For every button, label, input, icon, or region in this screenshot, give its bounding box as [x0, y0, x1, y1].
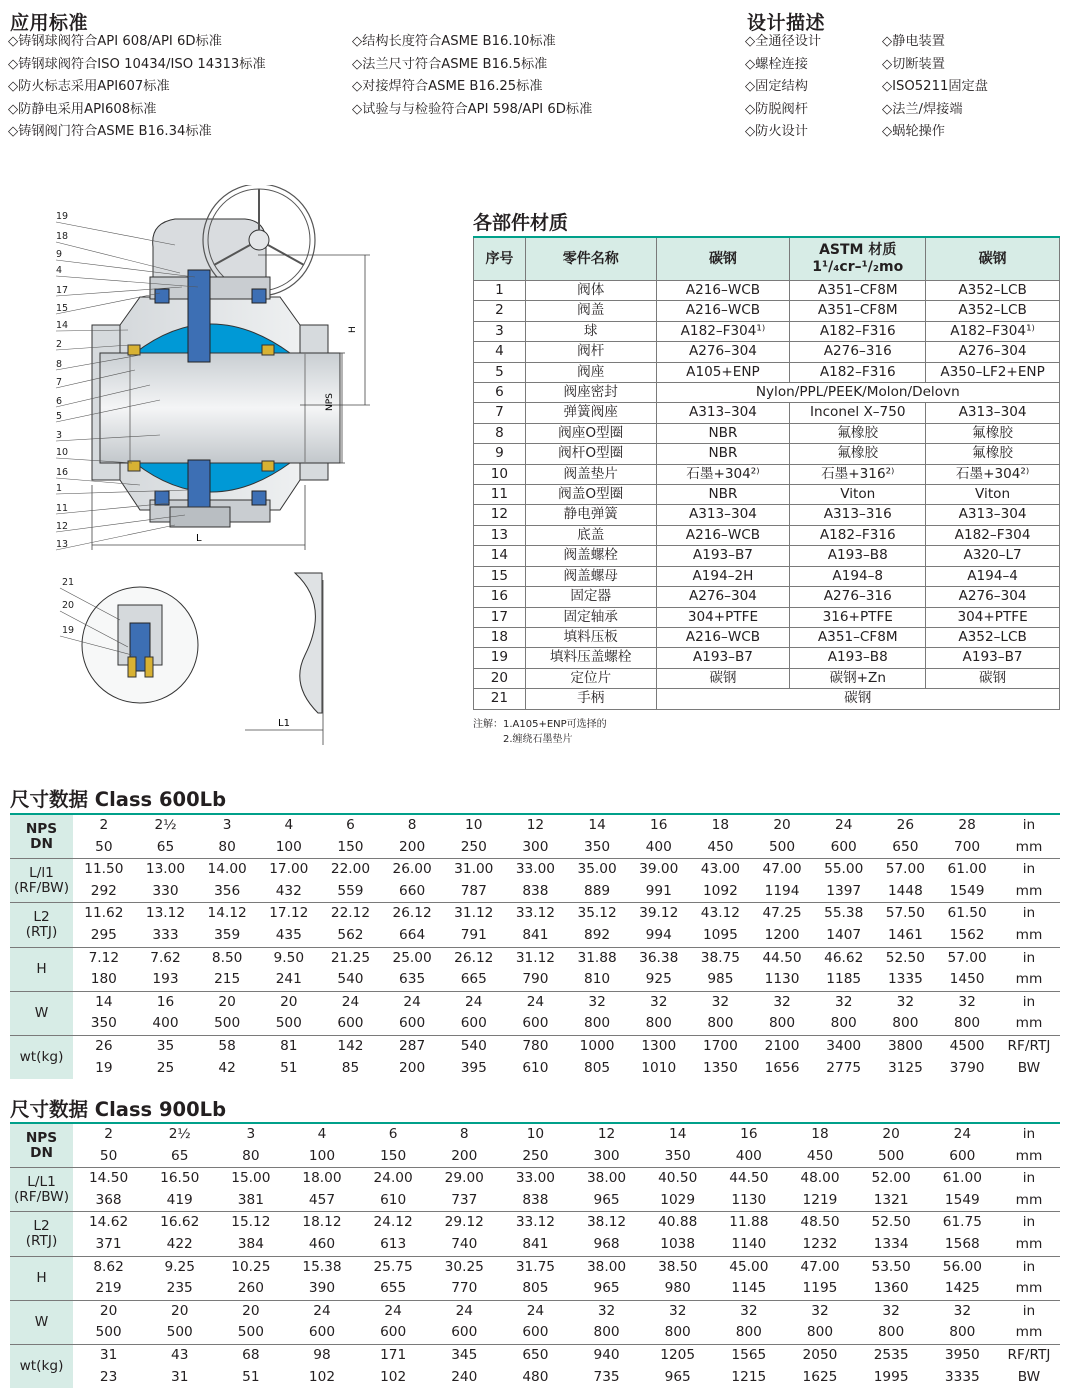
- callout-2: 2: [56, 339, 63, 350]
- callout-10: 10: [56, 447, 69, 458]
- dim-row: L2 (RTJ) 14.62 16.62 15.12 18.12 24.12 29.12 33.12 38.12 40.88 11.88 48.50 52.50 61.75 in: [10, 1212, 1060, 1234]
- dim-row: 295 333 359 435 562 664 791 841 892 994 1095 1200 1407 1461 1562 mm: [90, 926, 1043, 943]
- callout-5: 5: [56, 411, 63, 422]
- dim-row: 50 65 80 100 150 200 250 300 350 400 450 500 600 mm: [99, 1147, 1043, 1164]
- materials-row: 18 填料压板 A216–WCB A351–CF8M A352–LCB: [474, 627, 1060, 647]
- dim-row: 350 400 500 500 600 600 600 600 800 800 800 800 800 800 800 mm: [90, 1015, 1043, 1032]
- materials-row: 16 固定器 A276–304 A276–316 A276–304: [474, 587, 1060, 607]
- dim-row-label: NPS DN: [10, 814, 73, 859]
- dim-row: 219 235 260 390 655 770 805 965 980 1145 1195 1360 1425 mm: [95, 1280, 1043, 1297]
- callout-15: 15: [56, 303, 69, 314]
- dim-row-label: wt(kg): [10, 1035, 73, 1079]
- callout-18: 18: [56, 231, 69, 242]
- materials-heading: 各部件材质: [473, 212, 569, 234]
- materials-notes: 注解：1.A105+ENP可选择的 2.缠绕石墨垫片: [473, 719, 607, 745]
- list-item: ◇防火设计: [745, 124, 808, 139]
- dim-row: L2 (RTJ) 11.62 13.12 14.12 17.12 22.12 26.12 31.12 33.12 35.12 39.12 43.12 47.25 55.38 57.50 61.50 in: [10, 903, 1060, 925]
- callout-13: 13: [56, 539, 69, 550]
- dim-row: H 7.12 7.62 8.50 9.50 21.25 25.00 26.12 31.12 31.88 36.38 38.75 44.50 46.62 52.50 57.00 in: [10, 947, 1060, 969]
- dim-L-label: L: [196, 533, 202, 544]
- valve-section-drawing: [0, 185, 470, 745]
- callout-4: 4: [56, 265, 63, 276]
- dim-row: 23 31 51 102 102 240 480 735 965 1215 1625 1995 3335 BW: [99, 1368, 1041, 1385]
- materials-row: 10 阀盖垫片 石墨+304²⁾ 石墨+316²⁾ 石墨+304²⁾: [474, 464, 1060, 484]
- callout-11: 11: [56, 503, 69, 514]
- materials-row: 4 阀杆 A276–304 A276–316 A276–304: [474, 342, 1060, 362]
- list-item: ◇螺栓连接: [745, 56, 808, 72]
- dim-row: NPS DN 2 2½ 3 4 6 8 10 12 14 16 18 20 24 in: [10, 1123, 1060, 1146]
- detail-view: [82, 573, 322, 713]
- list-item: ◇固定结构: [745, 79, 808, 94]
- materials-row: 20 定位片 碳钢 碳钢+Zn 碳钢: [474, 668, 1060, 688]
- head-carbon-steel-1: 碳钢: [656, 237, 790, 281]
- list-item: ◇对接焊符合ASME B16.25标准: [352, 79, 543, 94]
- dim-L1-label: L1: [278, 718, 290, 729]
- callout-9: 9: [56, 249, 63, 260]
- detail-callout-21: 21: [62, 577, 75, 588]
- dim-row: L/l1 (RF/BW) 11.50 13.00 14.00 17.00 22.00 26.00 31.00 33.00 35.00 39.00 43.00 47.00 55.00 57.00 61.00 in: [10, 859, 1060, 881]
- materials-row: 3 球 A182–F304¹⁾ A182–F316 A182–F304¹⁾: [474, 321, 1060, 341]
- design-list-1: [745, 31, 821, 144]
- materials-row: 14 阀盖螺栓 A193–B7 A193–B8 A320–L7: [474, 546, 1060, 566]
- list-item: ◇防脱阀杆: [745, 101, 808, 117]
- class900-heading: 尺寸数据 Class 900Lb: [10, 1098, 227, 1121]
- materials-row: 9 阀杆O型圈 NBR 氟橡胶 氟橡胶: [474, 444, 1060, 464]
- list-item: ◇结构长度符合ASME B16.10标准: [352, 34, 556, 49]
- dim-row-label: H: [10, 1256, 73, 1300]
- dim-row: W 14 16 20 20 24 24 24 24 32 32 32 32 32 32 32 in: [10, 991, 1060, 1013]
- callout-14: 14: [56, 320, 69, 331]
- dim-row-label: W: [10, 1300, 73, 1344]
- materials-row: 12 静电弹簧 A313–304 A313–316 A313–304: [474, 505, 1060, 525]
- callout-3: 3: [56, 430, 63, 441]
- dim-row: 19 25 42 51 85 200 395 610 805 1010 1350 1656 2775 3125 3790 BW: [95, 1059, 1041, 1076]
- dim-row: H 8.62 9.25 10.25 15.38 25.75 30.25 31.75 38.00 38.50 45.00 47.00 53.50 56.00 in: [10, 1256, 1060, 1278]
- dim-row-label: L/l1 (RF/BW): [10, 859, 73, 903]
- dim-row: 292 330 356 432 559 660 787 838 889 991 1092 1194 1397 1448 1549 mm: [90, 882, 1043, 899]
- detail-callout-19: 19: [62, 625, 75, 636]
- head-astm: ASTM 材质 1¹/₄cr–¹/₂mo: [790, 237, 926, 281]
- callout-12: 12: [56, 521, 69, 532]
- dim-row-label: H: [10, 947, 73, 991]
- list-item: ◇蜗轮操作: [882, 124, 945, 139]
- materials-row: 17 固定轴承 304+PTFE 316+PTFE 304+PTFE: [474, 607, 1060, 627]
- callout-8: 8: [56, 359, 63, 370]
- app-standards-list-1: [8, 31, 266, 144]
- dim-NPS-label: NPS: [325, 393, 335, 411]
- materials-table: [473, 236, 1060, 710]
- valve-body: [92, 270, 340, 527]
- dim-row: 50 65 80 100 150 200 250 300 350 400 450 500 600 650 700 mm: [95, 838, 1043, 855]
- materials-row: 1 阀体 A216–WCB A351–CF8M A352–LCB: [474, 281, 1060, 301]
- dim-row-label: L2 (RTJ): [10, 1212, 73, 1256]
- dim-row: 368 419 381 457 610 737 838 965 1029 1130 1219 1321 1549 mm: [95, 1191, 1043, 1208]
- class600-table: [10, 813, 1060, 1079]
- list-item: ◇防静电采用API608标准: [8, 101, 157, 117]
- list-item: ◇法兰/焊接端: [882, 101, 963, 117]
- class600-heading: 尺寸数据 Class 600Lb: [10, 788, 227, 811]
- materials-row: 21 手柄 碳钢: [474, 689, 1060, 709]
- list-item: ◇铸钢球阀符合ISO 10434/ISO 14313标准: [8, 56, 266, 72]
- dim-row: L/L1 (RF/BW) 14.50 16.50 15.00 18.00 24.00 29.00 33.00 38.00 40.50 44.50 48.00 52.00 61.00 in: [10, 1168, 1060, 1190]
- head-no: 序号: [474, 237, 526, 281]
- callout-6: 6: [56, 396, 63, 407]
- materials-row: 7 弹簧阀座 A313–304 Inconel X–750 A313–304: [474, 403, 1060, 423]
- list-item: ◇切断装置: [882, 56, 945, 72]
- application-standards-heading: 应用标准: [10, 12, 89, 34]
- design-list-2: [882, 31, 988, 144]
- materials-row: 13 底盖 A216–WCB A182–F316 A182–F304: [474, 525, 1060, 545]
- dim-row: W 20 20 20 24 24 24 24 32 32 32 32 32 32 in: [10, 1300, 1060, 1322]
- dim-row: 371 422 384 460 613 740 841 968 1038 1140 1232 1334 1568 mm: [95, 1235, 1043, 1252]
- dim-row: NPS DN 2 2½ 3 4 6 8 10 12 14 16 18 20 24 26 28 in: [10, 814, 1060, 837]
- materials-row: 19 填料压盖螺栓 A193–B7 A193–B8 A193–B7: [474, 648, 1060, 668]
- head-carbon-steel-2: 碳钢: [926, 237, 1060, 281]
- dim-row-label: L2 (RTJ): [10, 903, 73, 947]
- callout-16: 16: [56, 467, 69, 478]
- callout-17: 17: [56, 285, 69, 296]
- dim-row: 500 500 500 600 600 600 600 800 800 800 800 800 800 mm: [95, 1324, 1043, 1341]
- materials-row: 15 阀盖螺母 A194–2H A194–8 A194–4: [474, 566, 1060, 586]
- dim-row-label: wt(kg): [10, 1344, 73, 1388]
- list-item: ◇铸钢球阀符合API 608/API 6D标准: [8, 34, 222, 49]
- class900-table: [10, 1122, 1060, 1388]
- dim-H-label: H: [348, 326, 358, 333]
- dim-row-label: NPS DN: [10, 1123, 73, 1168]
- dim-row: wt(kg) 26 35 58 81 142 287 540 780 1000 1300 1700 2100 3400 3800 4500 RF/RTJ: [10, 1035, 1060, 1057]
- callout-1: 1: [56, 483, 63, 494]
- materials-row: 11 阀盖O型圈 NBR Viton Viton: [474, 485, 1060, 505]
- detail-callout-20: 20: [62, 600, 75, 611]
- list-item: ◇ISO5211固定盘: [882, 79, 988, 94]
- head-part-name: 零件名称: [525, 237, 656, 281]
- dim-row: 180 193 215 241 540 635 665 790 810 925 985 1130 1185 1335 1450 mm: [90, 971, 1043, 988]
- materials-row: 5 阀座 A105+ENP A182–F316 A350–LF2+ENP: [474, 362, 1060, 382]
- list-item: ◇法兰尺寸符合ASME B16.5标准: [352, 56, 548, 72]
- list-item: ◇铸钢阀门符合ASME B16.34标准: [8, 124, 212, 139]
- list-item: ◇静电装置: [882, 34, 945, 49]
- design-description-heading: 设计描述: [747, 12, 826, 34]
- materials-row: 6 阀座密封 Nylon/PPL/PEEK/Molon/Delovn: [474, 383, 1060, 403]
- dim-row-label: L/L1 (RF/BW): [10, 1168, 73, 1212]
- list-item: ◇试验与与检验符合API 598/API 6D标准: [352, 101, 593, 117]
- callout-19: 19: [56, 211, 69, 222]
- app-standards-list-2: [352, 31, 592, 121]
- callout-7: 7: [56, 377, 63, 388]
- materials-row: 8 阀座O型圈 NBR 氟橡胶 氟橡胶: [474, 423, 1060, 443]
- dim-row-label: W: [10, 991, 73, 1035]
- list-item: ◇全通径设计: [745, 34, 822, 49]
- list-item: ◇防火标志采用API607标准: [8, 79, 170, 94]
- dim-row: wt(kg) 31 43 68 98 171 345 650 940 1205 1565 2050 2535 3950 RF/RTJ: [10, 1344, 1060, 1366]
- materials-row: 2 阀盖 A216–WCB A351–CF8M A352–LCB: [474, 301, 1060, 321]
